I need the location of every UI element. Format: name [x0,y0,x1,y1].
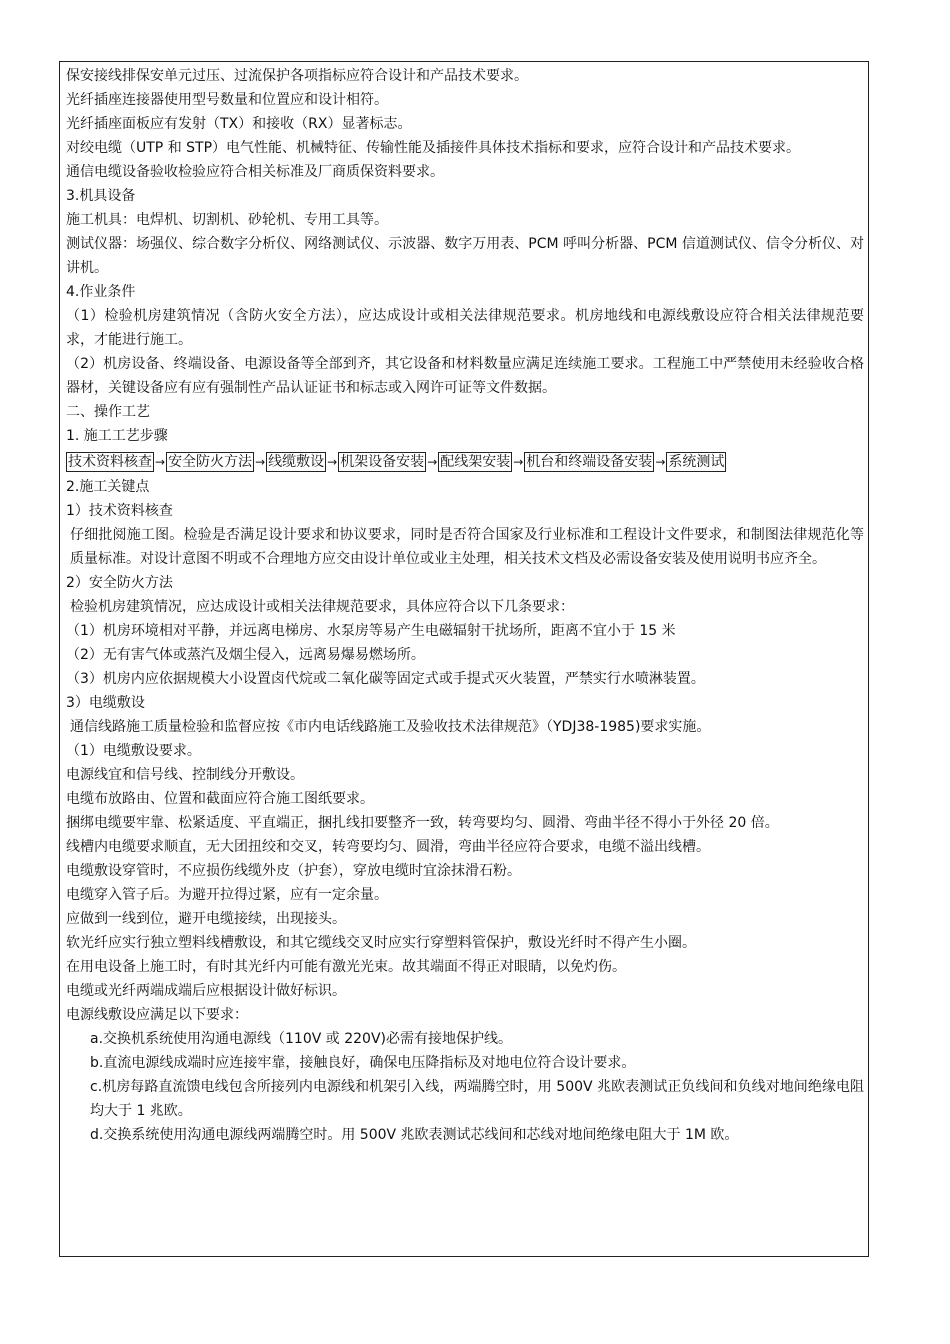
arrow-icon: → [513,455,524,469]
list-item: a.交换机系统使用沟通电源线（110V 或 220V)必需有接地保护线。 [90,1031,512,1047]
text-line: 检验机房建筑情况，应达成设计或相关法律规范要求，具体应符合以下几条要求： [70,599,574,615]
text-line: 保安接线排保安单元过压、过流保护各项指标应符合设计和产品技术要求。 [66,68,528,84]
text-line: 在用电设备上施工时，有时其光纤内可能有激光光束。故其端面不得正对眼睛，以免灼伤。 [66,959,626,975]
text-line: 电源线敷设应满足以下要求： [66,1007,248,1023]
arrow-icon: → [655,455,666,469]
text-line: 软光纤应实行独立塑料线槽敷设，和其它缆线交叉时应实行穿塑料管保护，敷设光纤时不得产生小圈。 [66,935,696,951]
paragraph-cable-binding: 捆绑电缆要牢靠、松紧适度、平直端正，捆扎线扣要整齐一致，转弯要均匀、圆滑、弯曲半径不得小于外径 20 倍。 [66,815,779,831]
arrow-icon: → [327,455,338,469]
flow-step: 线缆敷设 [268,454,325,470]
text-line: 应做到一线到位，避开电缆接续，出现接头。 [66,911,346,927]
paragraph-utp: 对绞电缆（UTP 和 STP）电气性能、机械特征、传输性能及插接件具体技术指标和要求，应符合设计和产品技术要求。 [66,140,801,156]
list-item: b.直流电源线成端时应连接牢靠，接触良好，确保电压降指标及对地电位符合设计要求。 [90,1055,636,1071]
paragraph-tech-review: 仔细批阅施工图。检验是否满足设计要求和协议要求，同时是否符合国家及行业标准和工程设计文件要求，和制图法律规范化等质量标准。对设计意图不明或不合理地方应交由设计单位或业主处理，相关技术文档及必需设备安装及使用说明书应齐全。 [70,527,864,567]
document-body [66,64,864,1147]
text-line: 电缆或光纤两端成端后应根据设计做好标识。 [66,983,346,999]
text-line: 电缆布放路由、位置和截面应符合施工图纸要求。 [66,791,374,807]
paragraph-work-condition-2: （2）机房设备、终端设备、电源设备等全部到齐，其它设备和材料数量应满足连续施工要求。工程施工中严禁使用未经验收合格器材，关键设备应有应有强制性产品认证证书和标志或入网许可证等文件数据。 [66,356,864,396]
arrow-icon: → [427,455,438,469]
text-line: 光纤插座面板应有发射（TX）和接收（RX）显著标志。 [66,116,412,132]
text-line: （1）电缆敷设要求。 [66,743,201,759]
text-line: 光纤插座连接器使用型号数量和位置应和设计相符。 [66,92,388,108]
flow-step: 配线架安装 [440,454,511,470]
list-item-paragraph: c.机房每路直流馈电线包含所接列内电源线和机架引入线，两端腾空时，用 500V 兆欧表测试正负线间和负线对地间绝缘电阻均大于 1 兆欧。 [90,1079,864,1119]
paragraph-test-instruments: 测试仪器：场强仪、综合数字分析仪、网络测试仪、示波器、数字万用表、PCM 呼叫分析器、PCM 信道测试仪、信令分析仪、对讲机。 [66,236,864,276]
text-line: （1）机房环境相对平静，并远离电梯房、水泵房等易产生电磁辐射干扰场所，距离不宜小于 15 米 [66,623,676,639]
text-line: 通信线路施工质量检验和监督应按《市内电话线路施工及验收技术法律规范》（YDJ38-1985)要求实施。 [70,719,711,735]
arrow-icon: → [255,455,266,469]
section-heading-steps: 1. 施工工艺步骤 [66,428,168,444]
subheading-cable-laying: 3）电缆敷设 [66,695,145,711]
text-line: （3）机房内应依据规模大小设置卤代烷或二氧化碳等固定式或手提式灭火装置，严禁实行水喷淋装置。 [66,671,705,687]
section-heading-operations: 二、操作工艺 [66,404,150,420]
text-line: 施工机具：电焊机、切割机、砂轮机、专用工具等。 [66,212,388,228]
flow-step: 系统测试 [668,454,725,470]
section-heading-work-conditions: 4.作业条件 [66,284,136,300]
list-item: d.交换系统使用沟通电源线两端腾空时。用 500V 兆欧表测试芯线间和芯线对地间绝缘电阻大于 1M 欧。 [90,1127,739,1143]
arrow-icon: → [155,455,166,469]
text-line: 电源线宜和信号线、控制线分开敷设。 [66,767,304,783]
process-flow [66,449,864,475]
flow-step: 机架设备安装 [340,454,425,470]
text-line: 线槽内电缆要求顺直，无大团扭绞和交叉，转弯要均匀、圆滑，弯曲半径应符合要求，电缆不溢出线槽。 [66,839,710,855]
flow-step: 技术资料核查 [68,454,152,470]
flow-step: 机台和终端设备安装 [526,454,653,470]
text-line: 电缆敷设穿管时，不应损伤线缆外皮（护套），穿放电缆时宜涂抹滑石粉。 [66,863,521,879]
section-heading-equipment: 3.机具设备 [66,188,136,204]
flow-step: 安全防火方法 [168,454,253,470]
text-line: 通信电缆设备验收检验应符合相关标准及厂商质保资料要求。 [66,164,444,180]
subheading-tech-review: 1）技术资料核查 [66,503,173,519]
text-line: 电缆穿入管子后。为避开拉得过紧，应有一定余量。 [66,887,388,903]
section-heading-key-points: 2.施工关键点 [66,479,150,495]
text-line: （2）无有害气体或蒸汽及烟尘侵入，远离易爆易燃场所。 [66,647,425,663]
subheading-fire-safety: 2）安全防火方法 [66,575,173,591]
paragraph-work-condition-1: （1）检验机房建筑情况（含防火安全方法），应达成设计或相关法律规范要求。机房地线和电源线敷设应符合相关法律规范要求，才能进行施工。 [66,308,864,348]
